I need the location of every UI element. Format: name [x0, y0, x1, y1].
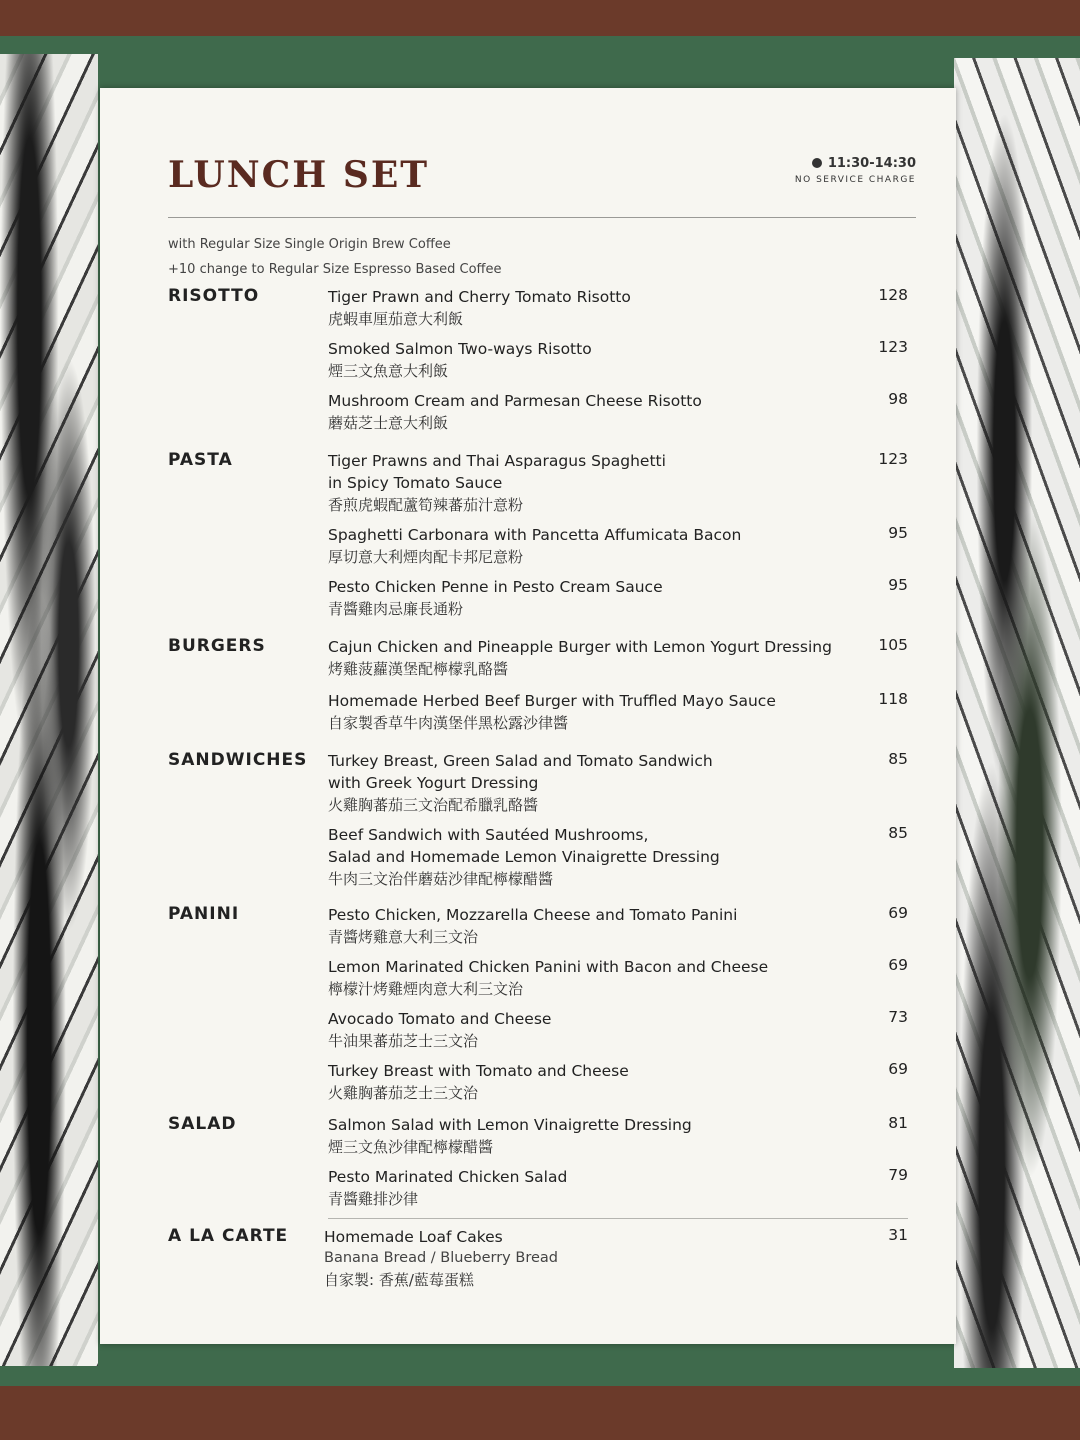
item-name-en: Tiger Prawn and Cherry Tomato Risotto — [328, 288, 631, 306]
a-la-carte-divider — [328, 1218, 908, 1219]
item-name-en: Avocado Tomato and Cheese — [328, 1010, 552, 1028]
category-title: PASTA — [168, 450, 233, 470]
item-name-en: Pesto Marinated Chicken Salad — [328, 1168, 568, 1186]
item-price: 98 — [888, 390, 908, 408]
category-title: SALAD — [168, 1114, 237, 1134]
header-divider — [168, 217, 916, 218]
item-price: 69 — [888, 904, 908, 922]
item-price: 31 — [888, 1226, 908, 1244]
item-name-en: Lemon Marinated Chicken Panini with Bacon and Cheese — [328, 958, 769, 976]
item-name-zh: 檸檬汁烤雞煙肉意大利三文治 — [328, 980, 524, 998]
intro-line: with Regular Size Single Origin Brew Coffee — [168, 237, 451, 252]
intro-line: +10 change to Regular Size Espresso Based Coffee — [168, 262, 502, 277]
intro-text — [168, 232, 502, 282]
marble-slab-right — [954, 58, 1080, 1368]
item-list — [328, 636, 908, 734]
menu-item — [328, 636, 908, 680]
item-list — [328, 1114, 908, 1210]
item-name-zh: 青醬雞排沙律 — [328, 1190, 419, 1208]
item-list — [328, 450, 908, 620]
item-list — [328, 286, 908, 434]
menu-item — [328, 1114, 908, 1158]
item-name-en: Homemade Herbed Beef Burger with Truffled Mayo Sauce — [328, 692, 776, 710]
item-name-zh: 烤雞菠蘿漢堡配檸檬乳酪醬 — [328, 660, 509, 678]
item-list — [328, 904, 908, 1104]
menu-title: LUNCH SET — [168, 154, 430, 196]
category-title: SANDWICHES — [168, 750, 308, 770]
item-price: 69 — [888, 956, 908, 974]
menu-item — [324, 1226, 908, 1291]
item-name-zh: 蘑菇芝士意大利飯 — [328, 414, 449, 432]
category-title: BURGERS — [168, 636, 266, 656]
menu-item — [328, 286, 908, 330]
item-name-zh: 牛肉三文治伴蘑菇沙律配檸檬醋醬 — [328, 870, 554, 888]
item-price: 85 — [888, 824, 908, 842]
item-name-en-line2: Salad and Homemade Lemon Vinaigrette Dressing — [328, 848, 720, 866]
menu-item — [328, 390, 908, 434]
section-pasta — [168, 450, 908, 620]
item-price: 69 — [888, 1060, 908, 1078]
item-name-zh: 厚切意大利煙肉配卡邦尼意粉 — [328, 548, 524, 566]
menu-item — [328, 524, 908, 568]
item-name-zh: 香煎虎蝦配蘆筍辣蕃茄汁意粉 — [328, 496, 524, 514]
section-burgers — [168, 636, 908, 734]
menu-item — [328, 1060, 908, 1104]
item-name-en-line2: with Greek Yogurt Dressing — [328, 774, 539, 792]
menu-item — [328, 338, 908, 382]
section-a-la-carte — [168, 1226, 908, 1291]
item-price: 118 — [878, 690, 908, 708]
menu-item — [328, 956, 908, 1000]
category-title: A LA CARTE — [168, 1226, 289, 1246]
item-price: 81 — [888, 1114, 908, 1132]
marble-slab-left — [0, 54, 98, 1366]
item-name-en: Pesto Chicken, Mozzarella Cheese and Tomato Panini — [328, 906, 738, 924]
item-name-zh: 煙三文魚沙律配檸檬醋醬 — [328, 1138, 494, 1156]
service-charge-note: NO SERVICE CHARGE — [794, 175, 916, 185]
item-price: 79 — [888, 1166, 908, 1184]
item-name-en: Tiger Prawns and Thai Asparagus Spaghetti — [328, 452, 666, 470]
item-name-en: Homemade Loaf Cakes — [324, 1228, 503, 1246]
section-risotto — [168, 286, 908, 434]
item-name-en: Beef Sandwich with Sautéed Mushrooms, — [328, 826, 649, 844]
menu-item — [328, 824, 908, 890]
item-name-en: Salmon Salad with Lemon Vinaigrette Dressing — [328, 1116, 692, 1134]
section-salad — [168, 1114, 908, 1210]
item-price: 105 — [878, 636, 908, 654]
item-name-zh: 火雞胸蕃茄芝士三文治 — [328, 1084, 479, 1102]
item-price: 85 — [888, 750, 908, 768]
item-price: 123 — [878, 338, 908, 356]
item-name-zh: 青醬烤雞意大利三文治 — [328, 928, 479, 946]
menu-item — [328, 690, 908, 734]
hours-block — [795, 156, 916, 185]
clock-icon — [812, 158, 822, 168]
item-name-en: Cajun Chicken and Pineapple Burger with Lemon Yogurt Dressing — [328, 638, 832, 656]
section-sandwiches — [168, 750, 908, 890]
menu-item — [328, 904, 908, 948]
item-name-zh: 自家製香草牛肉漢堡伴黑松露沙律醬 — [328, 714, 569, 732]
item-name-en: Turkey Breast with Tomato and Cheese — [328, 1062, 629, 1080]
menu-item — [328, 1166, 908, 1210]
item-name-zh: 虎蝦車厘茄意大利飯 — [328, 310, 464, 328]
item-name-zh: 自家製: 香蕉/藍莓蛋糕 — [324, 1271, 474, 1289]
item-name-zh: 火雞胸蕃茄三文治配希臘乳酪醬 — [328, 796, 539, 814]
menu-item — [328, 1008, 908, 1052]
section-panini — [168, 904, 908, 1104]
menu-page — [100, 88, 956, 1344]
item-name-zh: 牛油果蕃茄芝士三文治 — [328, 1032, 479, 1050]
menu-item — [328, 750, 908, 816]
item-name-zh: 煙三文魚意大利飯 — [328, 362, 449, 380]
menu-item — [328, 450, 908, 516]
hours-text: 11:30-14:30 — [827, 156, 916, 171]
item-list — [324, 1226, 908, 1291]
item-name-en: Mushroom Cream and Parmesan Cheese Risotto — [328, 392, 702, 410]
item-name-en: Pesto Chicken Penne in Pesto Cream Sauce — [328, 578, 663, 596]
item-name-en: Smoked Salmon Two-ways Risotto — [328, 340, 592, 358]
menu-item — [328, 576, 908, 620]
item-name-en: Turkey Breast, Green Salad and Tomato Sandwich — [328, 752, 713, 770]
item-price: 95 — [888, 524, 908, 542]
item-variants: Banana Bread / Blueberry Bread — [324, 1250, 558, 1266]
item-list — [328, 750, 908, 890]
item-name-en-line2: in Spicy Tomato Sauce — [328, 474, 503, 492]
item-price: 123 — [878, 450, 908, 468]
category-title: PANINI — [168, 904, 240, 924]
item-name-zh: 青醬雞肉忌廉長通粉 — [328, 600, 464, 618]
item-price: 73 — [888, 1008, 908, 1026]
item-price: 128 — [878, 286, 908, 304]
item-name-en: Spaghetti Carbonara with Pancetta Affumicata Bacon — [328, 526, 742, 544]
item-price: 95 — [888, 576, 908, 594]
category-title: RISOTTO — [168, 286, 260, 306]
